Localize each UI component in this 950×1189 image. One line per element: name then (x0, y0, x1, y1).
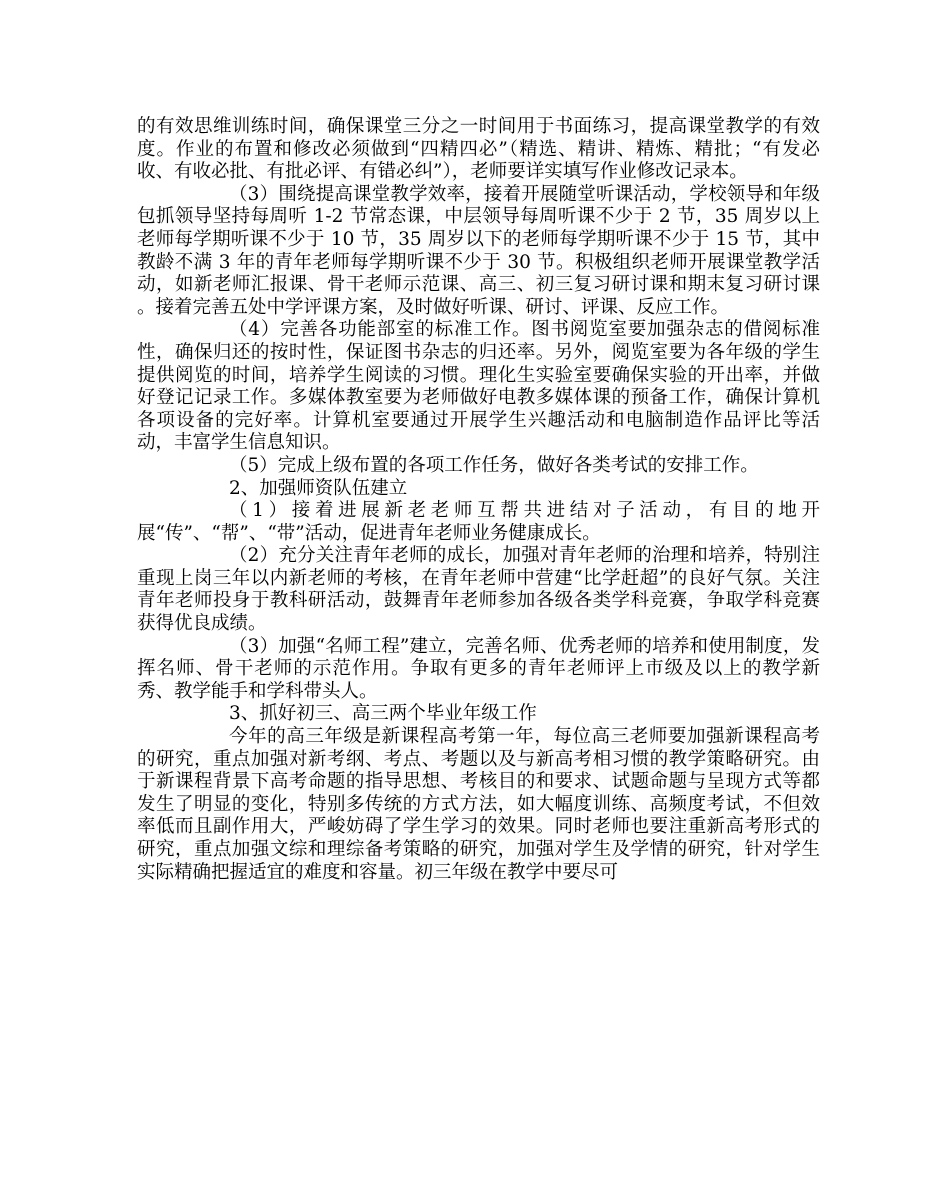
section-heading-graduating-grades: 3、抓好初三、高三两个毕业年级工作 (229, 703, 537, 725)
section-heading-teacher-team: 2、加强师资队伍建立 (229, 477, 408, 499)
paragraph-item-3-famous-teacher-project: （3）加强“名师工程”建立，完善名师、优秀老师的培养和使用制度，发挥名师、骨干老师的示范作用。争取有更多的青年老师评上市级及以上的教学新秀、教学能手和学科带头人。 (137, 635, 820, 702)
paragraph-item-5-assigned-tasks: （5）完成上级布置的各项工作任务，做好各类考试的安排工作。 (229, 454, 759, 476)
paragraph-item-3-lesson-observation: （3）围绕提高课堂教学效率，接着开展随堂听课活动，学校领导和年级包抓领导坚持每周听 1-2 节常态课，中层领导每周听课不少于 2 节，35 周岁以上老师每学期听课不少于 10 节，35 周岁以下的老师每学期听课不少于 15 节，其中教龄不满 3 年的青年老师每学期听课不少于 30 节。积极组织老师开展课堂教学活动，如新老师汇报课、骨干老师示范课、高三、初三复习研讨课和期末复习研讨课 。接着完善五处中学评课方案，及时做好听课、研讨、评课、反应工作。 (137, 183, 820, 318)
paragraph-item-4-function-rooms: （4）完善各功能部室的标准工作。图书阅览室要加强杂志的借阅标准性，确保归还的按时性，保证图书杂志的归还率。另外，阅览室要为各年级的学生提供阅览的时间，培养学生阅读的习惯。理化生实验室要确保实验的开出率，并做好登记记录工作。多媒体教室要为老师做好电教多媒体课的预备工作，确保计算机各项设备的完好率。计算机室要通过开展学生兴趣活动和电脑制造作品评比等活动，丰富学生信息知识。 (137, 319, 820, 454)
paragraph-item-1-mentoring: （1）接着进展新老老师互帮共进结对子活动，有目的地开展“传”、“帮”、“带”活动，促进青年老师业务健康成长。 (137, 500, 820, 544)
paragraph-item-2-young-teachers: （2）充分关注青年老师的成长，加强对青年老师的治理和培养，特别注重现上岗三年以内新老师的考核，在青年老师中营建“比学赶超”的良好气氛。关注青年老师投身于教科研活动，鼓舞青年老师参加各级各类学科竞赛，争取学科竞赛获得优良成绩。 (137, 545, 820, 635)
document-page (137, 116, 820, 884)
paragraph-graduating-grades-body: 今年的高三年级是新课程高考第一年，每位高三老师要加强新课程高考的研究，重点加强对新考纲、考点、考题以及与新高考相习惯的教学策略研究。由于新课程背景下高考命题的指导思想、考核目的和要求、试题命题与呈现方式等都发生了明显的变化，特别多传统的方式方法，如大幅度训练、高频度考试，不但效率低而且副作用大，严峻妨碍了学生学习的效果。同时老师也要注重新高考形式的研究，重点加强文综和理综备考策略的研究，加强对学生及学情的研究，针对学生实际精确把握适宜的难度和容量。初三年级在教学中要尽可 (137, 726, 820, 883)
paragraph-homework-continuation: 的有效思维训练时间，确保课堂三分之一时间用于书面练习，提高课堂教学的有效度。作业的布置和修改必须做到“四精四必”（精选、精讲、精炼、精批；“有发必收、有收必批、有批必评、有错必纠”），老师要详实填写作业修改记录本。 (137, 116, 820, 183)
